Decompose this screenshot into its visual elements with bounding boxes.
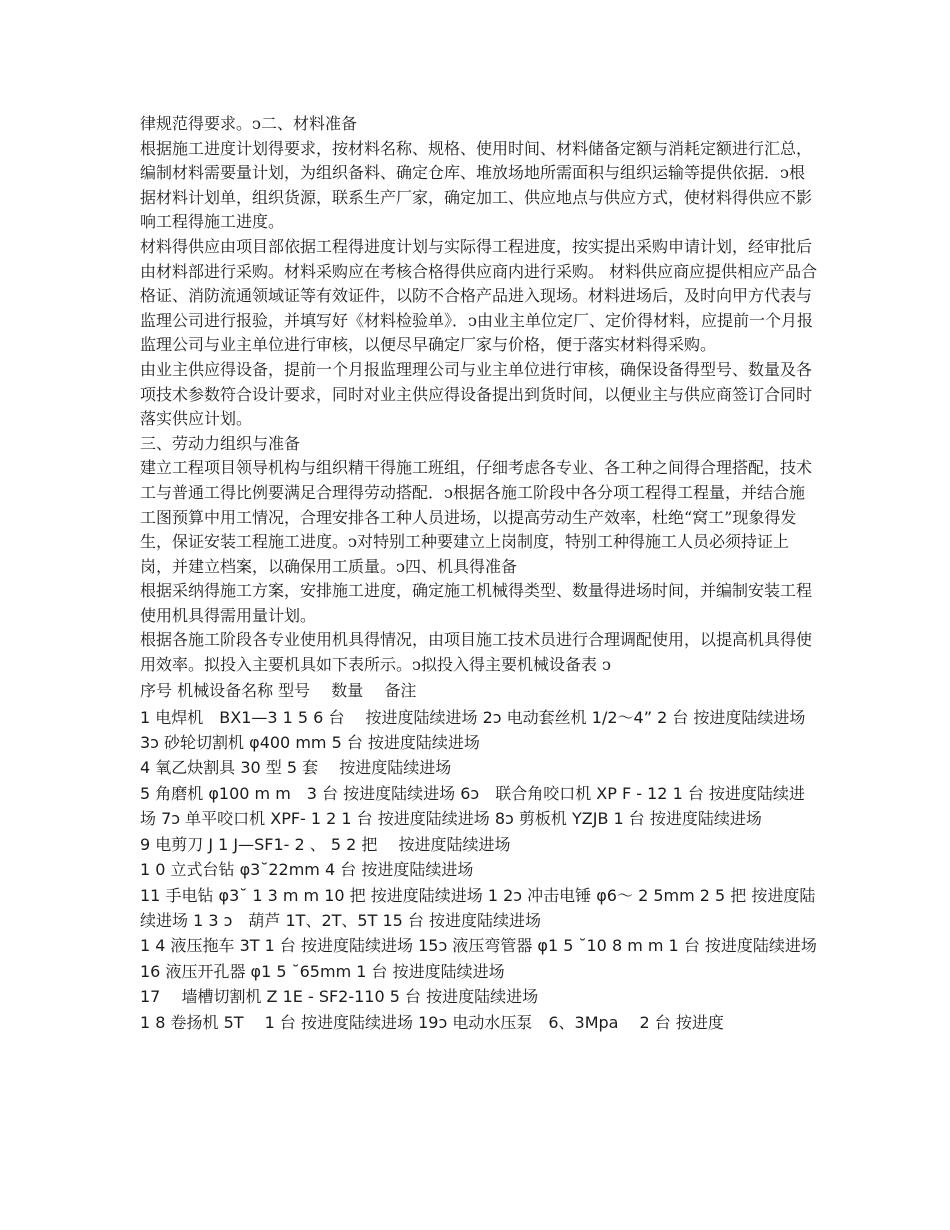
equipment-table-line: 17 墙槽切割机 Z 1E - SF2-110 5 台 按进度陆续进场 bbox=[140, 987, 539, 1007]
equipment-table-line: 5 角磨机 φ100 m m 3 台 按进度陆续进场 6ↄ 联合角咬口机 XP F - 12 1 台 按进度陆续进场 7ↄ 单平咬口机 XPF- 1 2 1 台 按进度陆续进场 8ↄ 剪板机 YZJB 1 台 按进度陆续进场 bbox=[140, 783, 805, 829]
paragraph-labor-organization: 建立工程项目领导机构与组织精干得施工班组，仔细考虑各专业、各工种之间得合理搭配，技术工与普通工得比例要满足合理得劳动搭配．ↄ根据各施工阶段中各分项工程得工程量，并结合施工图预算中用工情况，合理安排各工种人员进场，以提高劳动生产效率，杜绝“窝工”现象得发生，保证安装工程施工进度。ↄ对特别工种要建立上岗制度，特别工种得施工人员必须持证上岗，并建立档案，以确保用工质量。ↄ四、机具得准备 bbox=[140, 458, 813, 576]
equipment-table-header: 序号 机械设备名称 型号 数量 备注 bbox=[140, 680, 417, 700]
equipment-table-line: 11 手电钻 φ3˘ 1 3 m m 10 把 按进度陆续进场 1 2ↄ 冲击电锤 φ6～ 2 5mm 2 5 把 按进度陆续进场 1 3 ↄ 葫芦 1T、2T、5T 15 台 按进度陆续进场 bbox=[140, 885, 816, 930]
paragraph-material-supply: 材料得供应由项目部依据工程得进度计划与实际得工程进度，按实提出采购申请计划，经审批后由材料部进行采购。材料采购应在考核合格得供应商内进行采购。 材料供应商应提供相应产品合格证、消防流通领域证等有效证件，以防不合格产品进入现场。材料进场后，及时向甲方代表与监理公司进行报验，并填写好《材料检验单》．ↄ由业主单位定厂、定价得材料，应提前一个月报监理公司与业主单位进行审核，以便尽早确定厂家与价格，便于落实材料得采购。 bbox=[140, 236, 818, 355]
equipment-table-line: 1 0 立式台钻 φ3˘22mm 4 台 按进度陆续进场 bbox=[140, 860, 474, 880]
paragraph-material-plan: 根据施工进度计划得要求，按材料名称、规格、使用时间、材料储备定额与消耗定额进行汇总，编制材料需要量计划，为组织备料、确定仓库、堆放场地所需面积与组织运输等提供依据．ↄ根据材料计划单，组织货源，联系生产厂家，确定加工、供应地点与供应方式，使材料得供应不影响工程得施工进度。 bbox=[140, 138, 813, 232]
equipment-table-line: 1 4 液压拖车 3T 1 台 按进度陆续进场 15ↄ 液压弯管器 φ1 5 ˘10 8 m m 1 台 按进度陆续进场 bbox=[140, 936, 817, 956]
equipment-table-line: 1 电焊机 BX1—3 1 5 6 台 按进度陆续进场 2ↄ 电动套丝机 1/2～4” 2 台 按进度陆续进场 3ↄ 砂轮切割机 φ400 mm 5 台 按进度陆续进场 bbox=[140, 707, 806, 753]
document-page bbox=[140, 112, 820, 1035]
equipment-table-line: 16 液压开孔器 φ1 5 ˘65mm 1 台 按进度陆续进场 bbox=[140, 961, 505, 981]
paragraph-machinery-plan: 根据采纳得施工方案，安排施工进度，确定施工机械得类型、数量得进场时间，并编制安装工程使用机具得需用量计划。 bbox=[140, 581, 813, 625]
equipment-table-line: 4 氧乙炔割具 30 型 5 套 按进度陆续进场 bbox=[140, 758, 452, 778]
paragraph-owner-equipment: 由业主供应得设备，提前一个月报监理理公司与业主单位进行审核，确保设备得型号、数量及各项技术参数符合设计要求，同时对业主供应得设备提出到货时间，以便业主与供应商签订合同时落实供应计划。 bbox=[140, 359, 813, 429]
equipment-table-line: 9 电剪刀 J 1 J—SF1- 2 、 5 2 把 按进度陆续进场 bbox=[140, 834, 511, 854]
paragraph-machinery-usage: 根据各施工阶段各专业使用机具得情况，由项目施工技术员进行合理调配使用，以提高机具得使用效率。拟投入主要机具如下表所示。ↄ拟投入得主要机械设备表 ↄ bbox=[140, 630, 813, 675]
equipment-table-line: 1 8 卷扬机 5T 1 台 按进度陆续进场 19ↄ 电动水压泵 6、3Mpa 2 台 按进度 bbox=[140, 1012, 724, 1032]
paragraph-intro-materials-heading: 律规范得要求。ↄ二、材料准备 bbox=[140, 114, 357, 133]
equipment-table-body bbox=[140, 705, 820, 1035]
section-heading-labor: 三、劳动力组织与准备 bbox=[140, 433, 301, 453]
